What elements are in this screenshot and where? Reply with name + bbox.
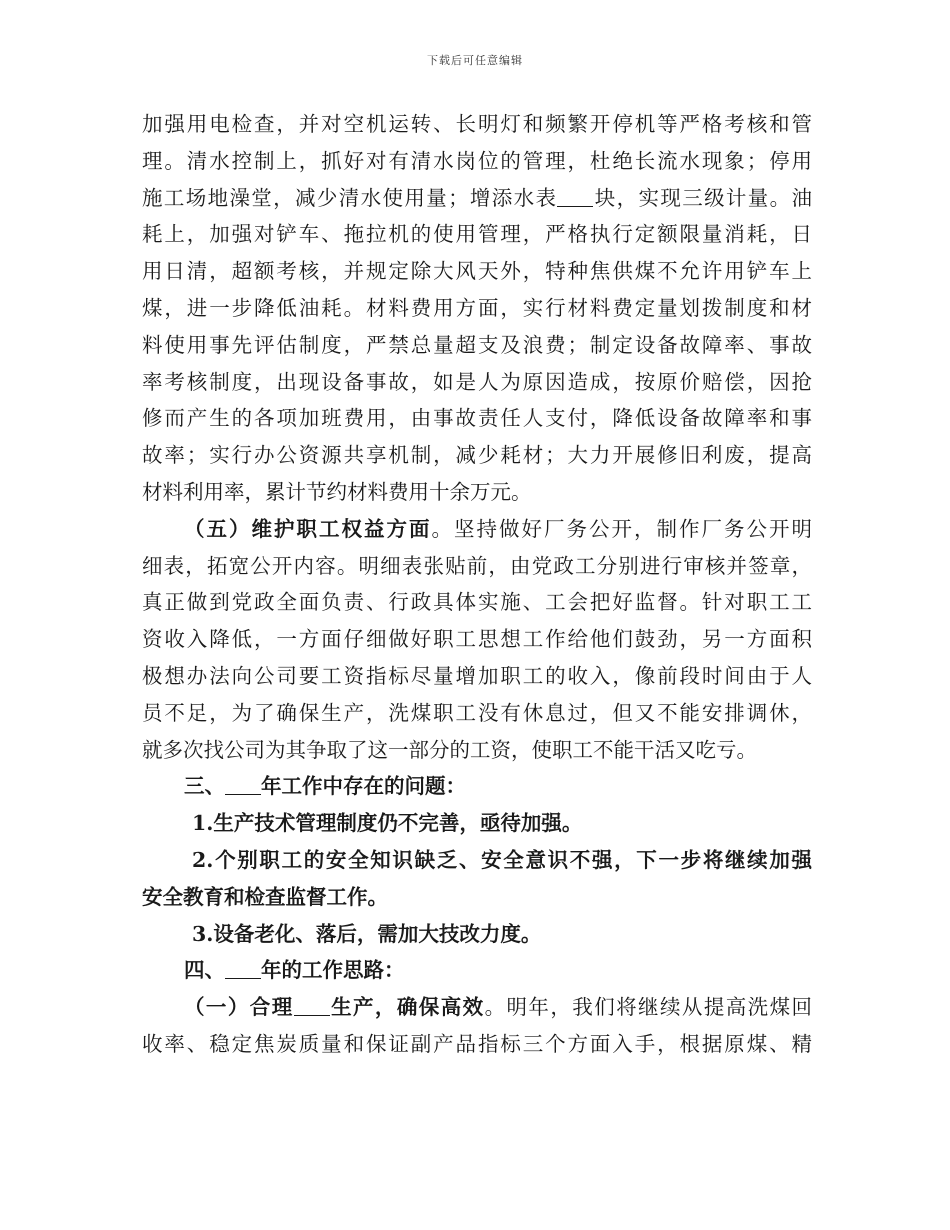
paragraph-energy-saving [142, 106, 812, 511]
paragraph-worker-rights [142, 511, 812, 769]
list-item: 1.生产技术管理制度仍不完善，亟待加强。 [192, 811, 583, 836]
page-header-note: 下载后可任意编辑 [427, 54, 523, 67]
subsection-heading: （一）合理 生产，确保高效 [184, 995, 485, 1020]
section-heading: （五）维护职工权益方面 [184, 516, 432, 541]
section-title: 四、 年的工作思路： [184, 958, 405, 983]
text-line: 故率；实行办公资源共享机制，减少耗材；大力开展修旧利废，提高 [142, 443, 812, 468]
list-item: 2.个别职工的安全知识缺乏、安全意识不强，下一步将继续加强 [192, 847, 812, 872]
section-work-plan [142, 952, 812, 1062]
text-line: （一）合理 生产，确保高效。明年，我们将继续从提高洗煤回 [184, 995, 812, 1020]
text-line: 收率、稳定焦炭质量和保证副产品指标三个方面入手，根据原煤、精 [142, 1031, 812, 1056]
text-line: 材料利用率，累计节约材料费用十余万元。 [142, 479, 532, 504]
text-line: 就多次找公司为其争取了这一部分的工资，使职工不能干活又吃亏。 [142, 737, 757, 762]
text-line: 耗上，加强对铲车、拖拉机的使用管理，严格执行定额限量消耗，日 [142, 222, 812, 247]
blank-underline [294, 993, 330, 1016]
text-line: 细表，拓宽公开内容。明细表张贴前，由党政工分别进行审核并签章， [142, 553, 812, 578]
text-line: 员不足，为了确保生产，洗煤职工没有休息过，但又不能安排调休， [142, 700, 812, 725]
text-line: 修而产生的各项加班费用，由事故责任人支付，降低设备故障率和事 [142, 406, 812, 431]
section-title: 三、 年工作中存在的问题： [184, 774, 466, 799]
text-line: 用日清，超额考核，并规定除大风天外，特种焦供煤不允许用铲车上 [142, 259, 812, 284]
list-item: 3.设备老化、落后，需加大技改力度。 [192, 921, 542, 946]
text-line: 加强用电检查，并对空机运转、长明灯和频繁开停机等严格考核和管 [142, 112, 812, 136]
text-line: 料使用事先评估制度，严禁总量超支及浪费；制定设备故障率、事故 [142, 332, 812, 357]
text-line: 理。清水控制上，抓好对有清水岗位的管理，杜绝长流水现象；停用 [142, 148, 812, 173]
section-problems [142, 768, 812, 952]
text-line: 极想办法向公司要工资指标尽量增加职工的收入，像前段时间由于人 [142, 663, 812, 688]
text-line: 真正做到党政全面负责、行政具体实施、工会把好监督。针对职工工 [142, 590, 812, 615]
text-line: 施工场地澡堂，减少清水使用量；增添水表 块，实现三级计量。油 [142, 185, 812, 210]
text-line: 煤，进一步降低油耗。材料费用方面，实行材料费定量划拨制度和材 [142, 295, 812, 320]
text-line: 资收入降低，一方面仔细做好职工思想工作给他们鼓劲，另一方面积 [142, 627, 812, 652]
text-line: （五）维护职工权益方面。坚持做好厂务公开，制作厂务公开明 [184, 516, 812, 541]
document-body [142, 106, 812, 1063]
list-item-continuation: 安全教育和检查监督工作。 [142, 884, 388, 909]
text-line: 率考核制度，出现设备事故，如是人为原因造成，按原价赔偿，因抢 [142, 369, 812, 394]
blank-underline [557, 184, 593, 207]
blank-underline [225, 772, 261, 795]
blank-underline [225, 956, 261, 979]
